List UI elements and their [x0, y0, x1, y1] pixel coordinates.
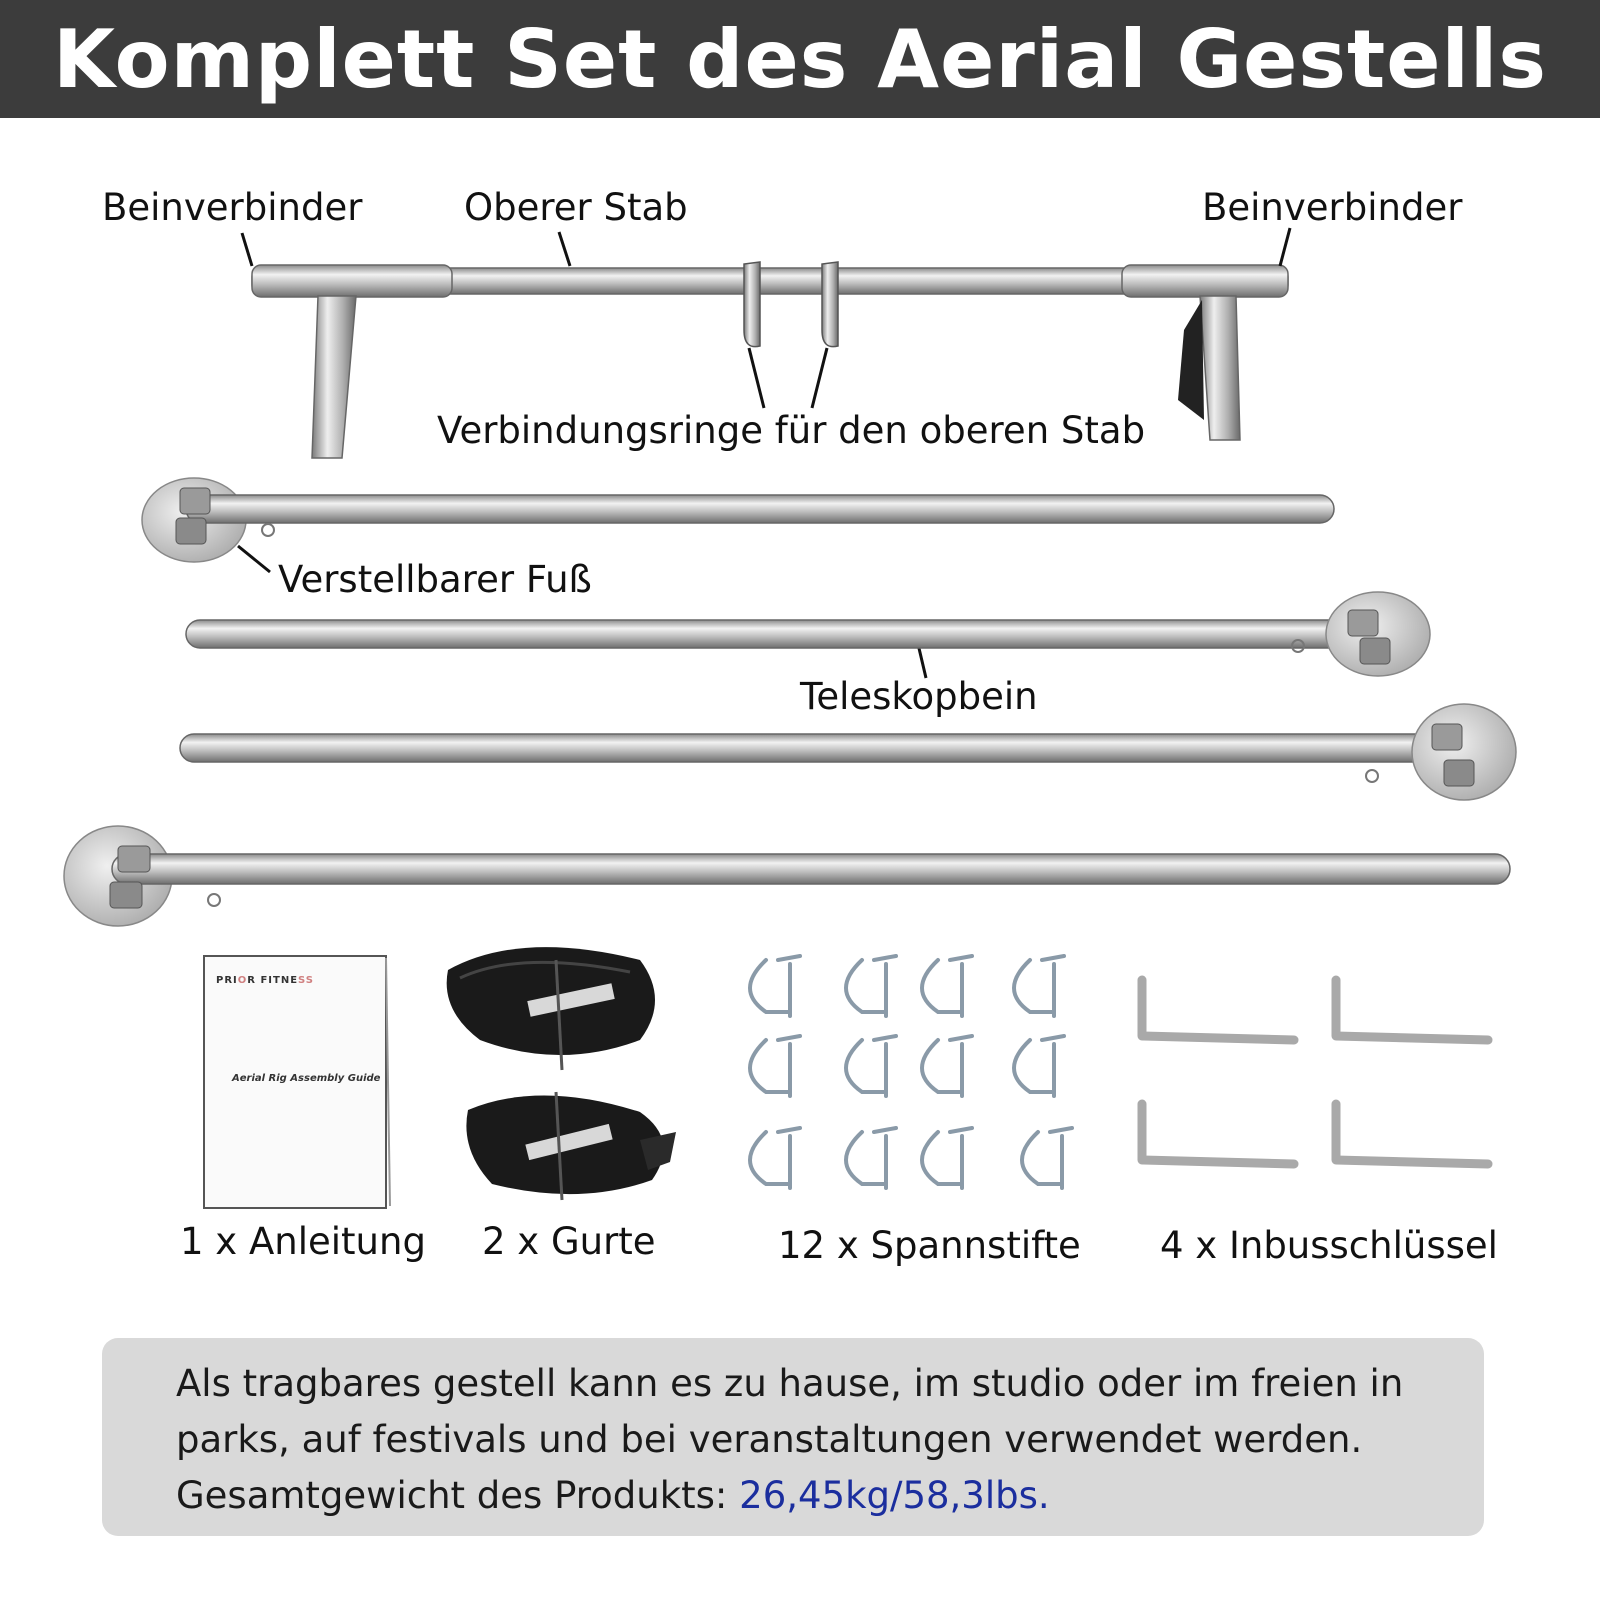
leg-connector-left: [312, 296, 356, 458]
label-adjustable-foot: Verstellbarer Fuß: [278, 558, 592, 601]
label-leg-connector-right: Beinverbinder: [1202, 186, 1463, 229]
top-bar: [252, 265, 1288, 297]
label-pins: 12 x Spannstifte: [778, 1224, 1081, 1267]
label-straps: 2 x Gurte: [482, 1220, 656, 1263]
label-manual: 1 x Anleitung: [180, 1220, 426, 1263]
label-top-bar-rings: Verbindungsringe für den oberen Stab: [437, 409, 1146, 452]
info-line-1: Als tragbares gestell kann es zu hause, im studio oder im freien in: [176, 1362, 1404, 1405]
info-line-2: parks, auf festivals und bei veranstaltungen verwendet werden.: [176, 1418, 1363, 1461]
manual-guide-title: Aerial Rig Assembly Guide: [232, 1073, 381, 1084]
allen-keys: [1142, 980, 1488, 1164]
info-line-3: [176, 1468, 1414, 1524]
label-keys: 4 x Inbusschlüssel: [1160, 1224, 1498, 1267]
leg-connector-right: [1178, 296, 1240, 440]
telescopic-leg-1: [142, 478, 1334, 562]
page-title: Komplett Set des Aerial Gestells: [53, 12, 1547, 106]
telescopic-leg-3: [180, 704, 1516, 800]
straps: [447, 947, 676, 1200]
telescopic-leg-4: [64, 826, 1510, 926]
label-telescopic-leg: Teleskopbein: [800, 675, 1038, 718]
info-box: [102, 1338, 1484, 1536]
manual-brand-logo: PRIOR FITNESS: [216, 975, 314, 986]
weight-value: 26,45kg/58,3lbs: [739, 1474, 1038, 1517]
snap-pins: [750, 956, 1072, 1188]
weight-label: Gesamtgewicht des Produkts:: [176, 1474, 740, 1517]
label-leg-connector-left: Beinverbinder: [102, 186, 363, 229]
telescopic-leg-2: [186, 592, 1430, 676]
label-top-bar: Oberer Stab: [464, 186, 688, 229]
weight-period: .: [1037, 1474, 1050, 1517]
